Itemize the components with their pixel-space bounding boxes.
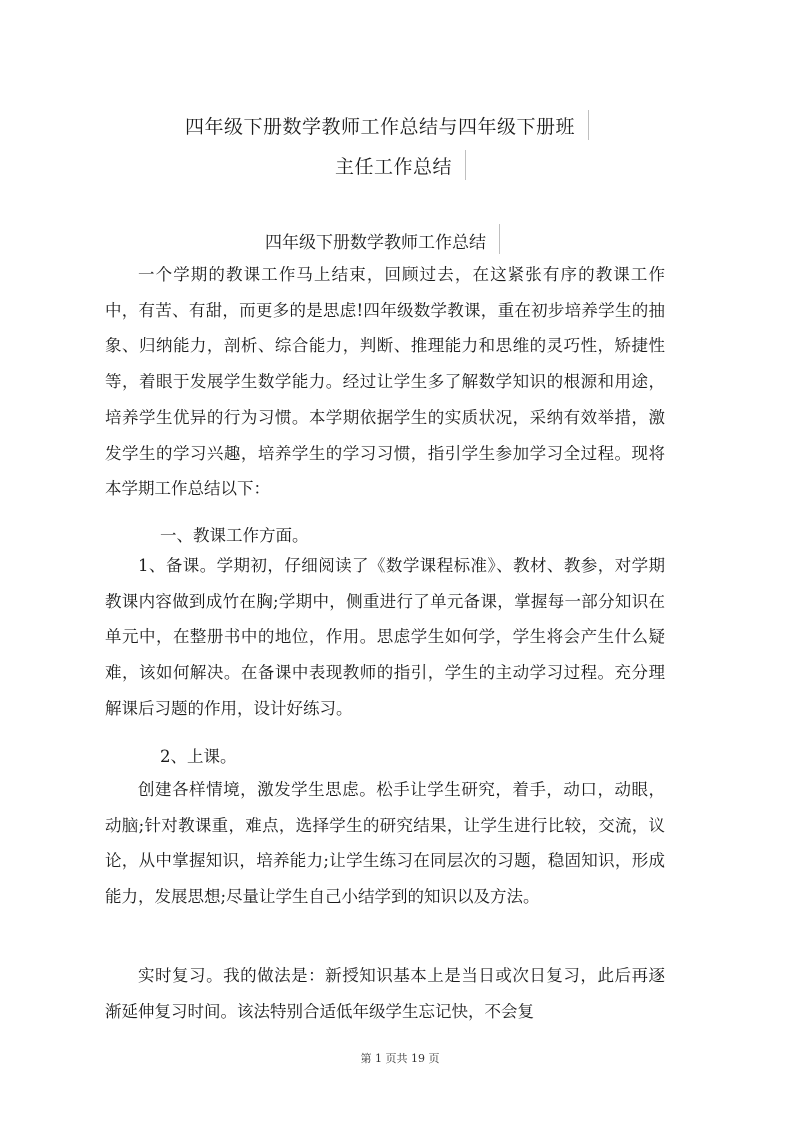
section-subtitle bbox=[265, 228, 500, 253]
paragraph-class-activities: 创建各样情境，激发学生思虑。松手让学生研究，着手，动口，动眼，动脑;针对教课重，难点，选择学生的研究结果，让学生进行比较，交流，议论，从中掌握知识，培养能力;让学生练习在同层次的习题，稳固知识，形成能力，发展思想;尽量让学生自己小结学到的知识以及方法。 bbox=[105, 780, 665, 907]
title-text-1: 四年级下册数学教师工作总结与四年级下册班 bbox=[185, 116, 576, 138]
page-footer: 第 1 页共 19 页 bbox=[360, 1052, 440, 1065]
paragraph-intro: 一个学期的教课工作马上结束，回顾过去，在这紧张有序的教课工作中，有苦、有甜，而更多的是思虑!四年级数学教课，重在初步培养学生的抽象、归纳能力，剖析、综合能力，判断、推理能力和思维的灵巧性，矫捷性等，着眼于发展学生数学能力。经过让学生多了解数学知识的根源和用途，培养学生优异的行为习惯。本学期依据学生的实质状况，采纳有效举措，激发学生的学习兴趣，培养学生的学习习惯，指引学生参加学习全过程。现将本学期工作总结以下： bbox=[105, 265, 665, 499]
document-title-line-1 bbox=[185, 112, 589, 139]
section-heading-teaching: 一、教课工作方面。 bbox=[160, 526, 309, 545]
text-box-edge bbox=[465, 150, 466, 180]
section-heading-class: 2、上课。 bbox=[160, 747, 237, 766]
subtitle-text: 四年级下册数学教师工作总结 bbox=[265, 233, 486, 253]
paragraph-lesson-prep: 1、备课。学期初，仔细阅读了《数学课程标准》、教材、教参，对学期教课内容做到成竹在胸;学期中，侧重进行了单元备课，掌握每一部分知识在单元中，在整册书中的地位，作用。思虑学生如何学，学生将会产生什么疑难，该如何解决。在备课中表现教师的指引，学生的主动学习过程。充分理解课后习题的作用，设计好练习。 bbox=[105, 556, 665, 718]
text-box-edge bbox=[588, 110, 589, 140]
title-text-2: 主任工作总结 bbox=[335, 156, 453, 178]
document-title-line-2 bbox=[335, 152, 466, 179]
paragraph-review: 实时复习。我的做法是：新授知识基本上是当日或次日复习，此后再逐渐延伸复习时间。该法特别合适低年级学生忘记快，不会复 bbox=[105, 966, 665, 1021]
text-box-edge bbox=[499, 224, 500, 254]
